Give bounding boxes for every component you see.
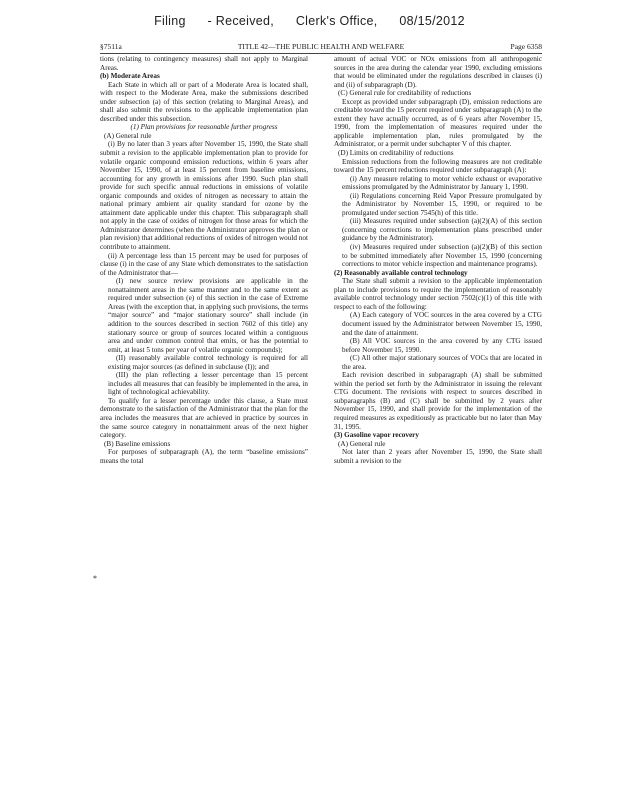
paragraph: (i) Any measure relating to motor vehicle exhaust or evaporative emissions promulgated by the Administrator by January 1, 1990. [342, 174, 542, 192]
heading-gasoline-vapor: (3) Gasoline vapor recovery [334, 431, 419, 440]
paragraph: (B) All VOC sources in the area covered by any CTG issued before November 15, 1990. [342, 337, 542, 354]
stamp-date: 08/15/2012 [399, 14, 465, 28]
heading-general-rule-2: (A) General rule [338, 439, 386, 448]
paragraph: (iv) Measures required under subsection (a)(2)(B) of this section to be submitted immediately after November 15, 1990 (concerning corrections to motor vehicle inspection and maintenance programs). [342, 243, 542, 269]
paragraph: Not later than 2 years after November 15, 1990, the State shall submit a revision to the [334, 448, 542, 465]
heading-plan-provisions: (1) Plan provisions for reasonable further progress [130, 123, 278, 132]
paragraph: (III) the plan reflecting a lesser percentage than 15 percent includes all measures that can feasibly be implemented in the area, in light of technological achievability. [108, 371, 308, 397]
paragraph: Except as provided under subparagraph (D), emission reductions are creditable toward the 15 percent required under subparagraph (A) to the extent they have actually occurred, as of 6 years after November 15, 1990, from the implementation of measures required under the applicable implementation plan, rules promulgated by the Administrator, or a permit under subchapter V of this chapter. [334, 97, 542, 149]
header-rule [100, 53, 542, 54]
paragraph: Each revision described in subparagraph (A) shall be submitted within the period set forth by the Administrator in issuing the relevant CTG document. The revisions with respect to sources described in subparagraphs (B) and (C) shall be submitted by 2 years after November 15, 1990, and shall provide for the implementation of the required measures as expeditiously as practicable but no later than May 31, 1995. [334, 371, 542, 431]
paragraph: (iii) Measures required under subsection (a)(2)(A) of this section (concerning corrections to implementation plans prescribed under guidance by the Administrator). [342, 217, 542, 243]
heading-baseline-emissions: (B) Baseline emissions [104, 439, 171, 448]
paragraph: (A) Each category of VOC sources in the area covered by a CTG document issued by the Administrator between November 15, 1990, and the date of attainment. [342, 311, 542, 337]
heading-moderate-areas: (b) Moderate Areas [100, 72, 160, 81]
paragraph: For purposes of subparagraph (A), the term “baseline emissions” means the total [100, 448, 308, 465]
paragraph: The State shall submit a revision to the applicable implementation plan to include provisions to require the implementation of reasonably available control technology under section 7502(c)(1) of this title with respect to each of the following: [334, 277, 542, 311]
section-number: §7511a [100, 42, 122, 51]
heading-limits: (D) Limits on creditability of reductions [338, 149, 454, 158]
page-number: Page 6358 [510, 42, 542, 51]
paragraph: tions (relating to contingency measures) shall not apply to Marginal Areas. [100, 55, 308, 72]
stamp-received: - Received, [207, 14, 275, 28]
paragraph: (i) By no later than 3 years after November 15, 1990, the State shall submit a revision to the applicable implementation plan to provide for volatile organic compound emission reductions, within 6 years after November 15, 1990, of at least 15 percent from baseline emissions, accounting for any growth in emissions after 1990. Such plan shall provide for such specific annual reductions in emissions of volatile organic compounds and oxides of nitrogen as necessary to attain the national primary ambient air quality standard for ozone by the attainment date applicable under this chapter. This subparagraph shall not apply in the case of oxides of nitrogen for those areas for which the Administrator determines (when the Administrator approves the plan or plan revision) that additional reductions of oxides of nitrogen would not contribute to attainment. [100, 140, 308, 252]
margin-mark: * [93, 574, 97, 583]
title-heading: TITLE 42—THE PUBLIC HEALTH AND WELFARE [237, 42, 405, 51]
paragraph: Emission reductions from the following measures are not creditable toward the 15 percent reductions required under subparagraph (A): [334, 157, 542, 175]
left-column [100, 55, 308, 465]
right-column [334, 55, 542, 465]
paragraph: (I) new source review provisions are applicable in the nonattainment areas in the same manner and to the same extent as required under subsection (e) of this section in the case of Extreme Areas (with the exception that, in applying such provisions, the terms “major source” and “major stationary source” shall include (in addition to the sources described in section 7602 of this title) any stationary source or group of sources located within a contiguous area and under common control that emits, or has the potential to emit, at least 5 tons per year of volatile organic compounds); [108, 277, 308, 354]
heading-creditability: (C) General rule for creditability of reductions [338, 89, 472, 98]
heading-general-rule: (A) General rule [104, 131, 152, 140]
heading-ract: (2) Reasonably available control technology [334, 268, 468, 277]
paragraph: amount of actual VOC or NOx emissions from all anthropogenic sources in the area during the calendar year 1990, excluding emissions that would be eliminated under the regulations described in clauses (i) and (ii) of subparagraph (D). [334, 55, 542, 89]
paragraph: Each State in which all or part of a Moderate Area is located shall, with respect to the Moderate Area, make the submissions described under subsection (a) of this section (relating to Marginal Areas), and shall also submit the revisions to the applicable implementation plan described under this subsection. [100, 80, 308, 123]
paragraph: To qualify for a lesser percentage under this clause, a State must demonstrate to the satisfaction of the Administrator that the plan for the area includes the measures that are achieved in practice by sources in the same source category in nonattainment areas of the next higher category. [100, 396, 308, 440]
paragraph: (C) All other major stationary sources of VOCs that are located in the area. [342, 354, 542, 371]
filing-stamp [0, 14, 619, 28]
stamp-office: Clerk's Office, [295, 14, 378, 28]
paragraph: (II) reasonably available control technology is required for all existing major sources (as defined in subclause (I)); and [108, 354, 308, 371]
paragraph: (ii) A percentage less than 15 percent may be used for purposes of clause (i) in the case of any State which demonstrates to the satisfaction of the Administrator that— [100, 251, 308, 277]
paragraph: (ii) Regulations concerning Reid Vapor Pressure promulgated by the Administrator by November 15, 1990, or required to be promulgated under section 7545(h) of this title. [342, 191, 542, 217]
stamp-filing: Filing [154, 14, 186, 28]
